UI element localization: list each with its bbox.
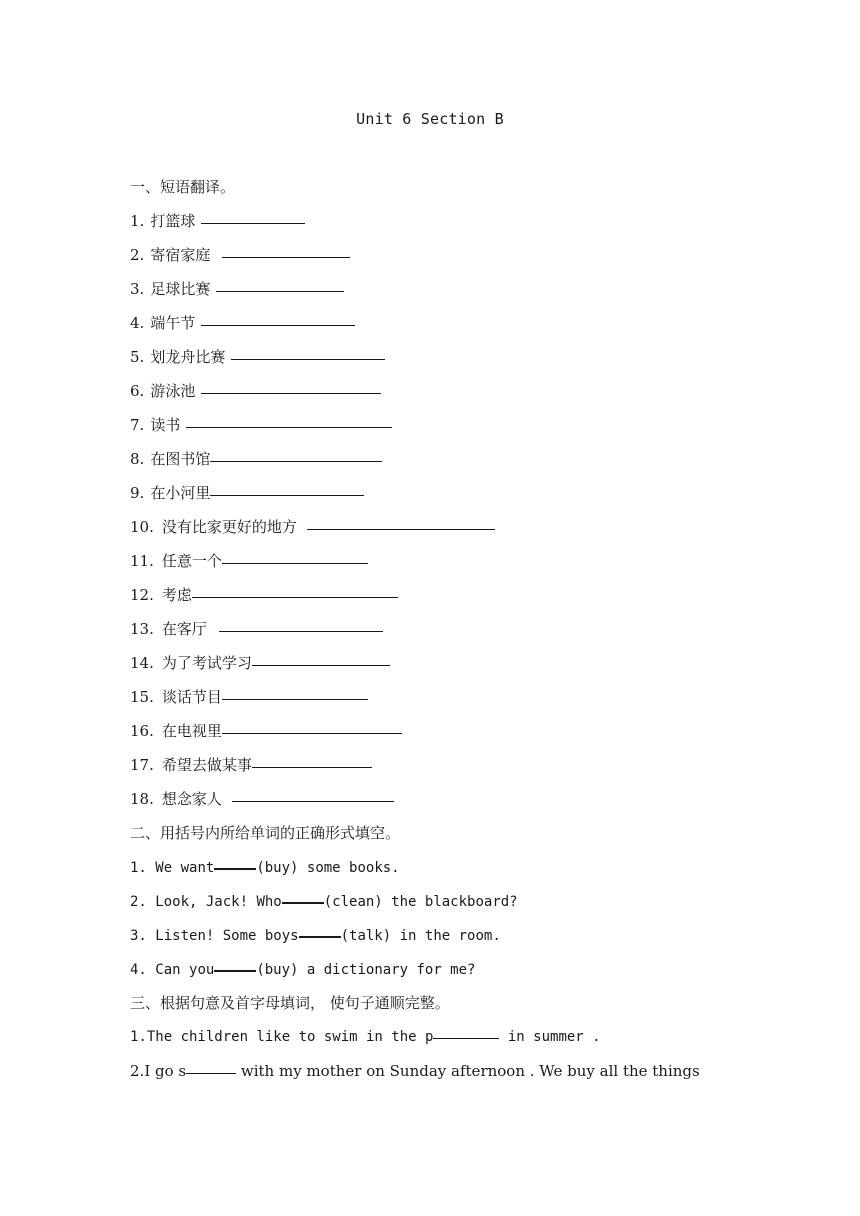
item-number: 9. bbox=[130, 484, 145, 502]
sentence-punct: . bbox=[583, 1029, 601, 1045]
phrase-text: 想念家人 bbox=[161, 790, 222, 808]
phrase-text: 任意一个 bbox=[161, 552, 222, 570]
answer-blank[interactable] bbox=[201, 203, 305, 224]
phrase-item bbox=[130, 578, 770, 612]
section-heading: 一、短语翻译。 bbox=[130, 178, 236, 196]
sentence-start: Listen! Some boys bbox=[155, 928, 299, 944]
phrase-text: 游泳池 bbox=[150, 382, 196, 400]
phrase-translation-list bbox=[130, 204, 770, 816]
answer-blank[interactable] bbox=[231, 339, 385, 360]
section-heading: 三、根据句意及首字母填词， 使句子通顺完整。 bbox=[130, 994, 450, 1012]
phrase-item bbox=[130, 748, 770, 782]
item-number: 6. bbox=[130, 382, 145, 400]
sentence-end: in summer bbox=[499, 1029, 584, 1045]
item-number: 13. bbox=[130, 620, 154, 638]
phrase-text: 端午节 bbox=[150, 314, 196, 332]
answer-blank[interactable] bbox=[201, 305, 355, 326]
answer-blank[interactable] bbox=[307, 509, 495, 530]
answer-blank[interactable] bbox=[210, 441, 382, 462]
sentence-start: The children like to swim in the p bbox=[146, 1029, 434, 1045]
word-form-list bbox=[130, 850, 770, 986]
phrase-item bbox=[130, 782, 770, 816]
item-number: 4. bbox=[130, 314, 145, 332]
initial-item bbox=[130, 1054, 770, 1088]
answer-blank[interactable] bbox=[216, 271, 344, 292]
answer-blank[interactable] bbox=[186, 1053, 236, 1074]
phrase-text: 在图书馆 bbox=[150, 450, 211, 468]
sentence-end: in the room. bbox=[391, 928, 501, 944]
phrase-item bbox=[130, 510, 770, 544]
phrase-item bbox=[130, 646, 770, 680]
answer-blank[interactable] bbox=[219, 611, 383, 632]
word-hint: (clean) bbox=[323, 894, 383, 910]
answer-blank[interactable] bbox=[433, 1018, 499, 1039]
fill-item bbox=[130, 952, 770, 986]
phrase-item bbox=[130, 272, 770, 306]
phrase-text: 读书 bbox=[150, 416, 181, 434]
answer-blank[interactable] bbox=[222, 543, 368, 564]
fill-item bbox=[130, 884, 770, 918]
answer-blank[interactable] bbox=[186, 407, 392, 428]
phrase-item bbox=[130, 612, 770, 646]
phrase-text: 打篮球 bbox=[150, 212, 196, 230]
phrase-text: 在客厅 bbox=[161, 620, 207, 638]
item-number: 11. bbox=[130, 552, 154, 570]
phrase-text: 寄宿家庭 bbox=[150, 246, 211, 264]
phrase-item bbox=[130, 544, 770, 578]
page-title: Unit 6 Section B bbox=[356, 110, 504, 128]
item-number: 1. bbox=[130, 860, 156, 876]
sentence-end: with my mother on Sunday afternoon . We buy all the things bbox=[236, 1062, 700, 1080]
answer-blank[interactable] bbox=[282, 882, 324, 904]
sentence-end: a dictionary for me? bbox=[298, 962, 476, 978]
answer-blank[interactable] bbox=[222, 713, 402, 734]
phrase-item bbox=[130, 714, 770, 748]
phrase-item bbox=[130, 374, 770, 408]
word-hint: (talk) bbox=[340, 928, 392, 944]
phrase-item bbox=[130, 238, 770, 272]
phrase-text: 没有比家更好的地方 bbox=[161, 518, 297, 536]
sentence-start: I go s bbox=[144, 1062, 187, 1080]
item-number: 4. bbox=[130, 962, 156, 978]
word-hint: (buy) bbox=[256, 962, 299, 978]
item-number: 7. bbox=[130, 416, 145, 434]
phrase-item bbox=[130, 476, 770, 510]
fill-item bbox=[130, 918, 770, 952]
answer-blank[interactable] bbox=[214, 950, 256, 972]
answer-blank[interactable] bbox=[201, 373, 381, 394]
phrase-item bbox=[130, 408, 770, 442]
answer-blank[interactable] bbox=[252, 645, 390, 666]
initial-item bbox=[130, 1020, 770, 1054]
initial-letter-list bbox=[130, 1020, 770, 1088]
item-number: 15. bbox=[130, 688, 154, 706]
sentence-end: the blackboard? bbox=[382, 894, 518, 910]
item-number: 10. bbox=[130, 518, 154, 536]
worksheet-content bbox=[130, 170, 770, 1088]
answer-blank[interactable] bbox=[192, 577, 398, 598]
phrase-item bbox=[130, 340, 770, 374]
item-number: 1. bbox=[130, 212, 145, 230]
item-number: 3. bbox=[130, 928, 156, 944]
word-hint: (buy) bbox=[256, 860, 299, 876]
phrase-text: 划龙舟比赛 bbox=[150, 348, 226, 366]
phrase-item bbox=[130, 680, 770, 714]
sentence-start: Look, Jack! Who bbox=[155, 894, 282, 910]
item-number: 5. bbox=[130, 348, 145, 366]
phrase-text: 考虑 bbox=[161, 586, 192, 604]
section-heading: 二、用括号内所给单词的正确形式填空。 bbox=[130, 824, 401, 842]
answer-blank[interactable] bbox=[222, 679, 368, 700]
phrase-item bbox=[130, 442, 770, 476]
item-number: 2. bbox=[130, 1062, 145, 1080]
answer-blank[interactable] bbox=[252, 747, 372, 768]
phrase-text: 谈话节目 bbox=[161, 688, 222, 706]
answer-blank[interactable] bbox=[232, 781, 394, 802]
item-number: 14. bbox=[130, 654, 154, 672]
item-number: 12. bbox=[130, 586, 154, 604]
item-number: 2. bbox=[130, 246, 145, 264]
item-number: 17. bbox=[130, 756, 154, 774]
phrase-text: 在电视里 bbox=[161, 722, 222, 740]
phrase-item bbox=[130, 306, 770, 340]
item-number: 1. bbox=[130, 1029, 147, 1045]
answer-blank[interactable] bbox=[299, 916, 341, 938]
answer-blank[interactable] bbox=[214, 848, 256, 870]
item-number: 3. bbox=[130, 280, 145, 298]
phrase-text: 为了考试学习 bbox=[161, 654, 252, 672]
item-number: 16. bbox=[130, 722, 154, 740]
phrase-text: 足球比赛 bbox=[150, 280, 211, 298]
fill-item bbox=[130, 850, 770, 884]
answer-blank[interactable] bbox=[210, 475, 364, 496]
sentence-end: some books. bbox=[298, 860, 400, 876]
item-number: 2. bbox=[130, 894, 156, 910]
sentence-start: Can you bbox=[155, 962, 215, 978]
phrase-text: 希望去做某事 bbox=[161, 756, 252, 774]
answer-blank[interactable] bbox=[222, 237, 350, 258]
phrase-text: 在小河里 bbox=[150, 484, 211, 502]
phrase-item bbox=[130, 204, 770, 238]
item-number: 8. bbox=[130, 450, 145, 468]
item-number: 18. bbox=[130, 790, 154, 808]
sentence-start: We want bbox=[155, 860, 215, 876]
